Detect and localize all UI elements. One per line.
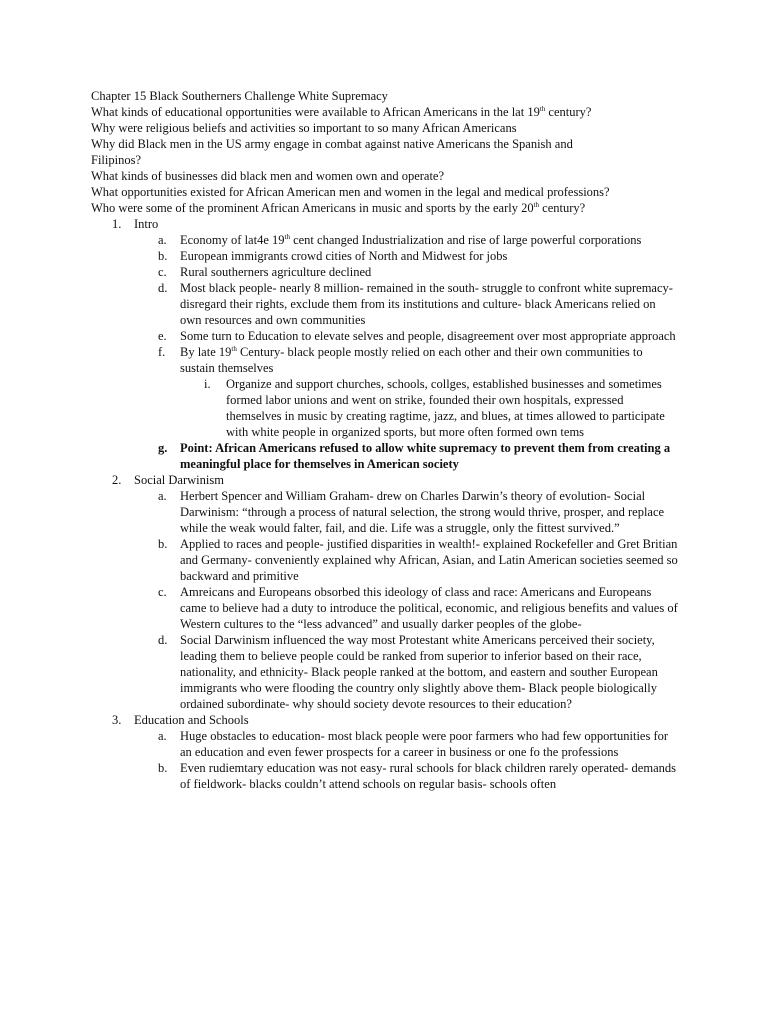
subitem-text: Organize and support churches, schools, collges, established businesses and sometimes formed labor unions and went on strike, founded their own hospitals, expressed themselves in music by creating ragtime, jazz, and blues, at times allowed to participate with white people in organized sports, but more often formed own tems	[226, 377, 665, 439]
question-line	[91, 152, 691, 168]
item-text: Applied to races and people- justified disparities in wealth!- explained Rockefeller and Gret Britian and Germany- conveniently explained why African, Asian, and Latin American societies seemed so backward and primitive	[180, 537, 678, 583]
outline-item	[91, 728, 691, 760]
question-text: Filipinos?	[91, 153, 142, 167]
section-number: 2.	[112, 473, 122, 487]
item-letter: d.	[158, 633, 168, 647]
question-text-cont: century?	[545, 105, 592, 119]
item-text	[180, 728, 680, 760]
outline-item	[91, 344, 691, 376]
item-text	[180, 328, 680, 344]
item-letter: c.	[158, 585, 167, 599]
question-line	[91, 168, 691, 184]
outline-list	[91, 216, 691, 792]
question-text: Why were religious beliefs and activities so important to so many African Americans	[91, 121, 517, 135]
question-line	[91, 200, 691, 216]
question-text: What kinds of businesses did black men and women own and operate?	[91, 169, 445, 183]
question-line	[91, 184, 691, 200]
document-title: Chapter 15 Black Southerners Challenge White Supremacy	[91, 89, 388, 103]
question-text: What opportunities existed for African American men and women in the legal and medical professions?	[91, 185, 610, 199]
item-text: Amreicans and Europeans obsorbed this ideology of class and race: Americans and Europeans came to believe had a duty to introduce the political, economic, and religious benefits and values of Western cultures to the “less advanced” and usually darker peoples of the globe-	[180, 585, 678, 631]
item-text	[180, 232, 680, 248]
outline-subitem	[91, 376, 691, 440]
outline-item	[91, 488, 691, 536]
outline-section	[91, 472, 691, 488]
item-text-cont: Century- black people mostly relied on each other and their own communities to sustain themselves	[180, 345, 643, 375]
outline-item	[91, 280, 691, 328]
question-line	[91, 120, 691, 136]
item-text	[180, 280, 680, 328]
item-text	[180, 488, 680, 536]
item-letter: c.	[158, 265, 167, 279]
item-superscript: th	[231, 344, 237, 353]
section-heading: Intro	[134, 217, 159, 231]
question-line	[91, 136, 691, 152]
outline-item	[91, 632, 691, 712]
item-letter: a.	[158, 489, 167, 503]
question-text: Who were some of the prominent African Americans in music and sports by the early 20	[91, 201, 534, 215]
outline-item	[91, 232, 691, 248]
outline-section	[91, 216, 691, 232]
item-text	[180, 760, 680, 792]
outline-item	[91, 264, 691, 280]
section-number: 3.	[112, 713, 122, 727]
item-text: Even rudiemtary education was not easy- rural schools for black children rarely operated- demands of fieldwork- blacks couldn’t attend schools on regular basis- schools often	[180, 761, 676, 791]
item-text: Some turn to Education to elevate selves and people, disagreement over most appropriate approach	[180, 329, 676, 343]
item-text: Social Darwinism influenced the way most Protestant white Americans perceived their society, leading them to believe people could be ranked from superior to inferior based on their race, nationality, and ethnicity- Black people ranked at the bottom, and eastern and souther European immigrants who were flooding the country only slightly above them- Black people biologically ordained subordinate- why should society devote resources to their education?	[180, 633, 658, 711]
section-heading: Social Darwinism	[134, 473, 224, 487]
item-text: Huge obstacles to education- most black people were poor farmers who had few opportunities for an education and even fewer prospects for a career in business or one fo the professions	[180, 729, 669, 759]
question-line	[91, 104, 691, 120]
item-text-cont: cent changed Industrialization and rise of large powerful corporations	[289, 233, 642, 247]
item-text: Herbert Spencer and William Graham- drew on Charles Darwin’s theory of evolution- Social Darwinism: “through a process of natural selection, the strong would thrive, prosper, and replace while the weak would falter, fail, and die. Life was a struggle, only the fittest survived.”	[180, 489, 665, 535]
item-letter: e.	[158, 329, 167, 343]
question-text: Why did Black men in the US army engage in combat against native Americans the Spanish and	[91, 137, 573, 151]
item-text	[180, 248, 680, 264]
item-letter: a.	[158, 729, 167, 743]
outline-item	[91, 440, 691, 472]
item-text	[180, 344, 680, 376]
outline-section	[91, 712, 691, 728]
item-letter: b.	[158, 761, 168, 775]
question-text: What kinds of educational opportunities were available to African Americans in the lat 19	[91, 105, 540, 119]
outline-item	[91, 248, 691, 264]
question-list	[91, 104, 691, 216]
item-text: European immigrants crowd cities of North and Midwest for jobs	[180, 249, 508, 263]
item-letter: g.	[158, 441, 168, 455]
item-text	[180, 440, 680, 472]
subitem-numeral: i.	[204, 377, 211, 391]
item-text	[180, 536, 680, 584]
section-heading: Education and Schools	[134, 713, 249, 727]
item-letter: b.	[158, 537, 168, 551]
question-superscript: th	[533, 200, 540, 209]
item-letter: f.	[158, 345, 166, 359]
item-text: Rural southerners agriculture declined	[180, 265, 372, 279]
outline-item	[91, 760, 691, 792]
document-page	[91, 88, 691, 792]
outline-item	[91, 328, 691, 344]
item-text	[180, 584, 680, 632]
item-text: By late 19	[180, 345, 232, 359]
question-superscript: th	[539, 104, 546, 113]
item-text: Most black people- nearly 8 million- remained in the south- struggle to confront white supremacy- disregard their rights, exclude them from its institutions and culture- black Americans relied on own resources and own communities	[180, 281, 673, 327]
question-text-cont: century?	[539, 201, 586, 215]
outline-item	[91, 584, 691, 632]
item-text	[180, 264, 680, 280]
item-text	[180, 632, 680, 712]
item-superscript: th	[284, 232, 290, 241]
outline-item	[91, 536, 691, 584]
item-letter: b.	[158, 249, 168, 263]
item-letter: d.	[158, 281, 168, 295]
section-number: 1.	[112, 217, 122, 231]
item-text: Economy of lat4e 19	[180, 233, 285, 247]
item-letter: a.	[158, 233, 167, 247]
item-text: Point: African Americans refused to allow white supremacy to prevent them from creating a meaningful place for themselves in American society	[180, 441, 671, 471]
